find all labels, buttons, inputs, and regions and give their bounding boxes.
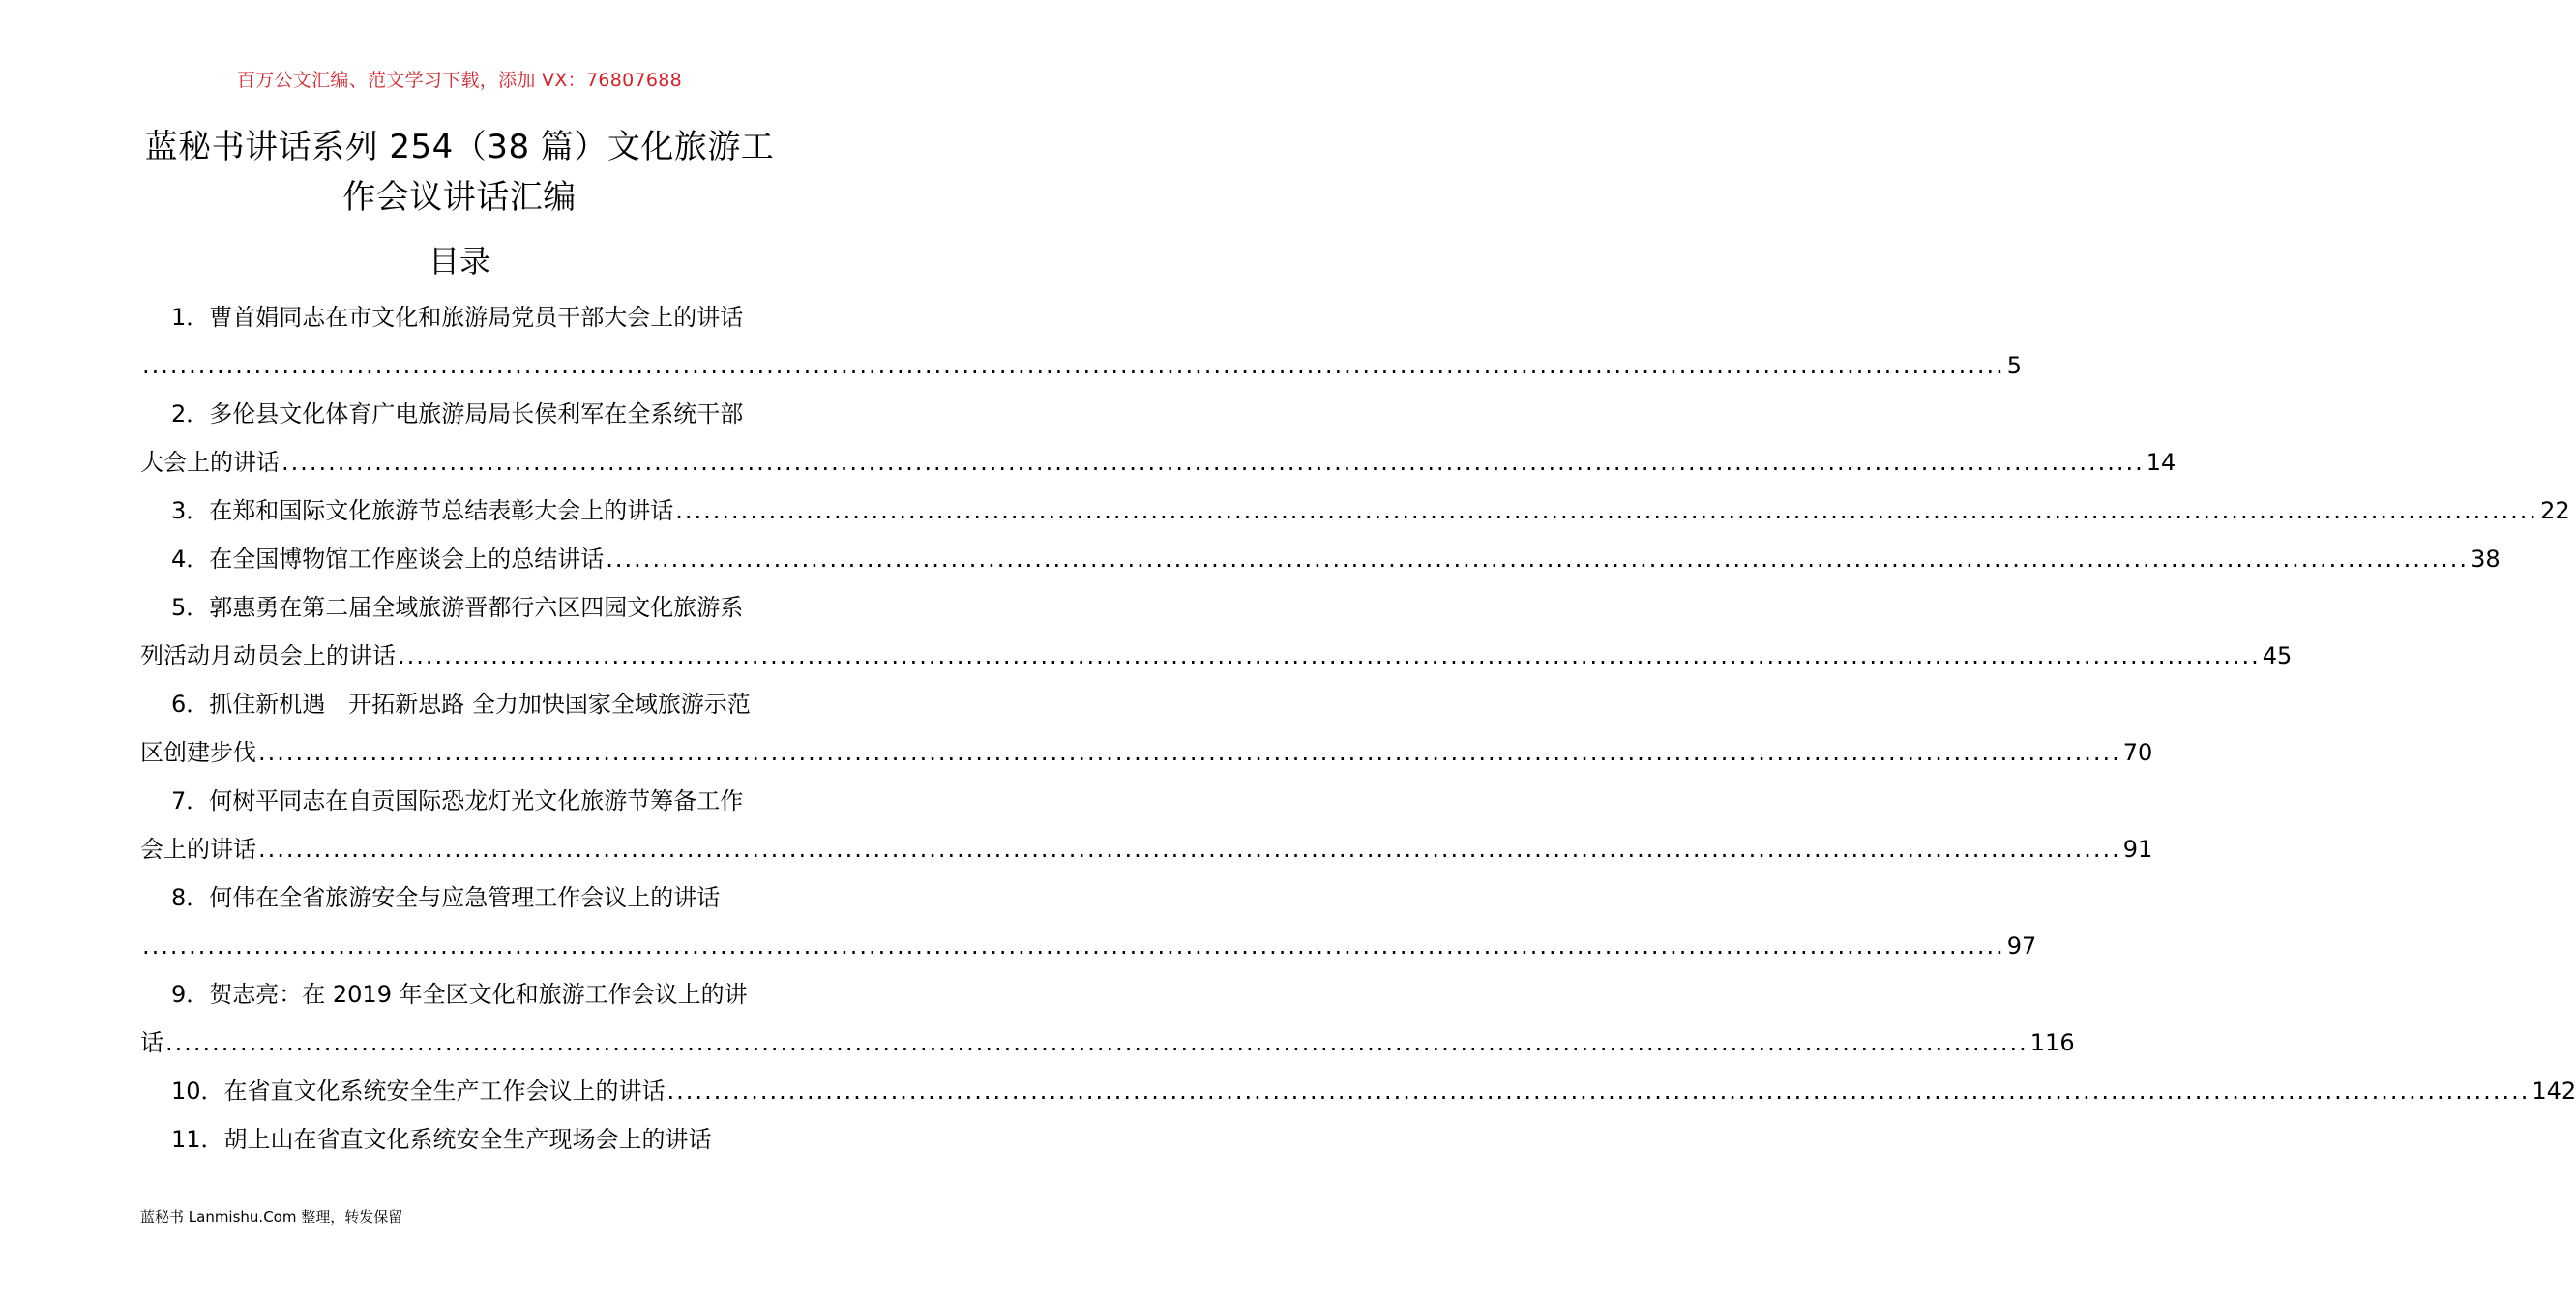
- dot-leader: ........................................................................................................................................................................................................: [606, 546, 2470, 573]
- toc-page-number: 45: [2262, 642, 2293, 669]
- dot-leader: ........................................................................................................................................................................................................: [165, 1029, 2028, 1056]
- toc-page-number: 14: [2146, 449, 2176, 476]
- table-of-contents: [140, 293, 2576, 1164]
- toc-entry-title: 5．郭惠勇在第二届全域旅游晋都行六区四园文化旅游系: [171, 594, 744, 621]
- dot-leader: ........................................................................................................................................................................................................: [675, 497, 2539, 524]
- toc-heading: 目录: [428, 243, 490, 280]
- toc-entry-title: 话: [140, 1029, 163, 1056]
- toc-page-number: 70: [2122, 739, 2153, 766]
- toc-page-number: 5: [2006, 352, 2023, 379]
- dot-leader: ........................................................................................................................................................................................................: [258, 836, 2121, 863]
- toc-entry-title: 4．在全国博物馆工作座谈会上的总结讲话: [171, 546, 605, 573]
- toc-page-number: 22: [2540, 497, 2570, 524]
- toc-entry-title: 10．在省直文化系统安全生产工作会议上的讲话: [171, 1078, 666, 1105]
- toc-page-number: 142: [2532, 1078, 2576, 1105]
- dot-leader: ........................................................................................................................................................................................................: [142, 352, 2005, 379]
- toc-entry[interactable]: [140, 535, 2501, 583]
- document-title: [116, 122, 803, 222]
- toc-page-number: 116: [2029, 1029, 2075, 1056]
- toc-entry-title: 3．在郑和国际文化旅游节总结表彰大会上的讲话: [171, 497, 674, 524]
- toc-entry-title: 6．抓住新机遇 开拓新思路 全力加快国家全域旅游示范: [171, 691, 751, 718]
- title-line-1: 蓝秘书讲话系列 254（38 篇）文化旅游工: [144, 128, 775, 166]
- toc-entry[interactable]: [140, 583, 2293, 680]
- dot-leader: ........................................................................................................................................................................................................: [281, 449, 2145, 476]
- dot-leader: ........................................................................................................................................................................................................: [142, 932, 2005, 960]
- toc-entry-title: 1．曹首娟同志在市文化和旅游局党员干部大会上的讲话: [171, 304, 744, 331]
- toc-entry-title: 9．贺志亮：在 2019 年全区文化和旅游工作会议上的讲: [171, 981, 748, 1008]
- toc-entry[interactable]: [140, 777, 2153, 873]
- toc-entry[interactable]: [140, 390, 2176, 487]
- dot-leader: ........................................................................................................................................................................................................: [666, 1078, 2531, 1105]
- toc-entry-title: 7．何树平同志在自贡国际恐龙灯光文化旅游节筹备工作: [171, 787, 744, 814]
- title-line-2: 作会议讲话汇编: [342, 178, 577, 217]
- toc-entry-title: 会上的讲话: [140, 836, 256, 863]
- toc-page-number: 38: [2471, 546, 2501, 573]
- watermark-header: 百万公文汇编、范文学习下载，添加 VX：76807688: [236, 70, 683, 91]
- toc-entry[interactable]: [140, 1115, 779, 1164]
- toc-entry-title: 2．多伦县文化体育广电旅游局局长侯利军在全系统干部: [171, 400, 744, 428]
- toc-entry[interactable]: [140, 1067, 2576, 1115]
- dot-leader: ........................................................................................................................................................................................................: [258, 739, 2121, 766]
- toc-page-number: 97: [2006, 932, 2037, 960]
- toc-entry-title: 大会上的讲话: [140, 449, 280, 476]
- toc-entry[interactable]: [140, 487, 2570, 535]
- toc-entry[interactable]: [140, 680, 2153, 777]
- footer-credit: 蓝秘书 Lanmishu.Com 整理，转发保留: [140, 1208, 403, 1226]
- toc-entry[interactable]: [140, 293, 2023, 390]
- toc-entry-title: 8．何伟在全省旅游安全与应急管理工作会议上的讲话: [171, 884, 721, 911]
- toc-entry[interactable]: [140, 970, 2075, 1067]
- toc-entry-title: 11．胡上山在省直文化系统安全生产现场会上的讲话: [171, 1126, 712, 1153]
- toc-entry[interactable]: [140, 873, 2037, 970]
- toc-page-number: 91: [2122, 836, 2153, 863]
- dot-leader: ........................................................................................................................................................................................................: [398, 642, 2261, 669]
- toc-entry-title: 列活动月动员会上的讲话: [140, 642, 396, 669]
- toc-entry-title: 区创建步伐: [140, 739, 256, 766]
